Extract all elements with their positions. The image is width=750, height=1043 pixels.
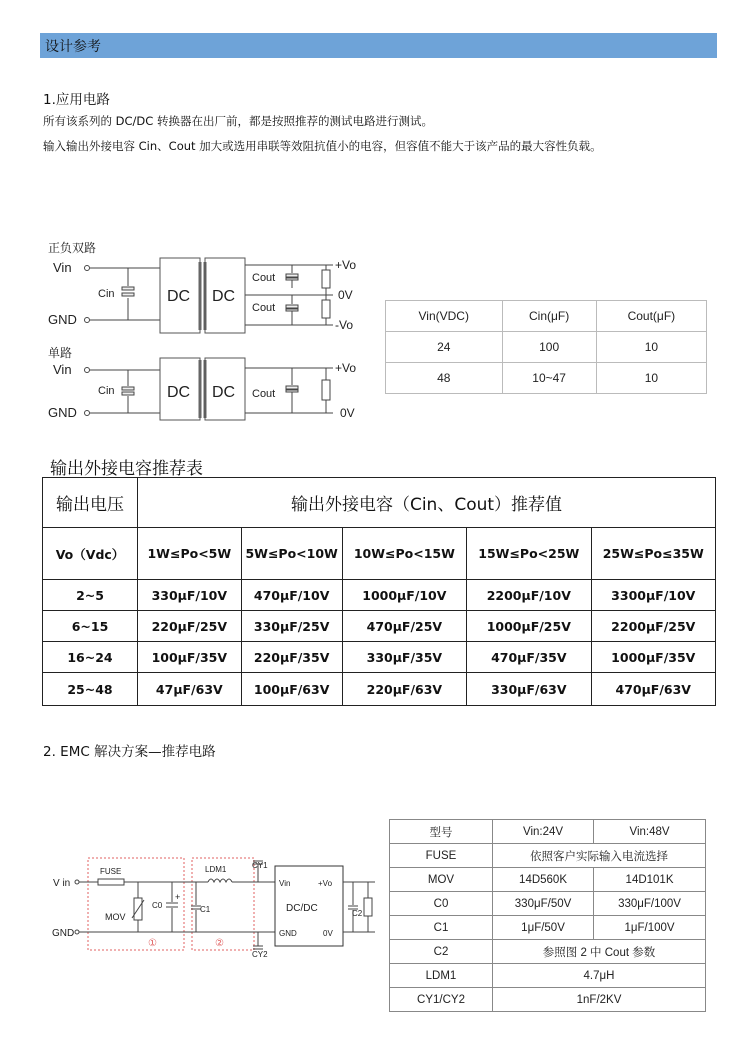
page-title: 设计参考 xyxy=(45,39,101,55)
c1-label: C1 xyxy=(200,905,211,914)
recommended-value-header: 输出外接电容（Cin、Cout）推荐值 xyxy=(138,478,716,528)
single-output-label: 单路 xyxy=(48,346,73,360)
dual-dc-left: DC xyxy=(167,288,191,305)
module-dcdc-label: DC/DC xyxy=(286,903,318,914)
table-row xyxy=(43,580,716,611)
output-voltage-header: 输出电压 xyxy=(43,478,138,528)
table-cell: MOV xyxy=(390,868,493,892)
table-header-row xyxy=(390,820,706,844)
table-cell: 330μF/63V xyxy=(467,673,591,706)
table-cell: 470μF/63V xyxy=(591,673,715,706)
dual-gnd-label: GND xyxy=(48,312,77,327)
table-row xyxy=(390,916,706,940)
table-header-cell: Vin(VDC) xyxy=(386,301,503,332)
table-cell: 470μF/25V xyxy=(342,611,466,642)
power-header: 15W≤Po<25W xyxy=(467,528,591,580)
power-header: 10W≤Po<15W xyxy=(342,528,466,580)
c0-label: C0 xyxy=(152,901,163,910)
fuse-label: FUSE xyxy=(100,867,122,876)
single-dc-right: DC xyxy=(212,384,236,401)
table-cell: 470μF/35V xyxy=(467,642,591,673)
table-cell: 48 xyxy=(386,363,503,394)
table-row xyxy=(43,673,716,706)
table-header-cell: 型号 xyxy=(390,820,493,844)
table-row xyxy=(390,964,706,988)
module-0v-pin: 0V xyxy=(323,929,333,938)
table-cell: 1000μF/10V xyxy=(342,580,466,611)
table-cell: 330μF/50V xyxy=(493,892,594,916)
table-cell: 100μF/35V xyxy=(138,642,242,673)
dual-dc-right: DC xyxy=(212,288,236,305)
table-header-cell: Vin:48V xyxy=(594,820,706,844)
table-cell: 2200μF/10V xyxy=(467,580,591,611)
table-cell: 1nF/2KV xyxy=(493,988,706,1012)
table-row xyxy=(390,988,706,1012)
table-cell: 2200μF/25V xyxy=(591,611,715,642)
dual-zero-v: 0V xyxy=(338,288,353,302)
table-cell: 10 xyxy=(596,332,706,363)
vo-header: Vo（Vdc） xyxy=(43,528,138,580)
table-cell: CY1/CY2 xyxy=(390,988,493,1012)
dual-vin-label: Vin xyxy=(53,260,72,275)
single-cin-label: Cin xyxy=(98,385,115,397)
c2-label: C2 xyxy=(352,909,363,918)
table-cell: 6~15 xyxy=(43,611,138,642)
table-cell: 10 xyxy=(596,363,706,394)
table-cell: C2 xyxy=(390,940,493,964)
table-cell: 2~5 xyxy=(43,580,138,611)
table-cell: 220μF/25V xyxy=(138,611,242,642)
table-cell: 330μF/100V xyxy=(594,892,706,916)
table-cell: 24 xyxy=(386,332,503,363)
module-vin-pin: Vin xyxy=(279,879,291,888)
table-row xyxy=(390,940,706,964)
table-row xyxy=(43,642,716,673)
table-cell: 1000μF/35V xyxy=(591,642,715,673)
dual-cin-label: Cin xyxy=(98,288,115,300)
single-vin-label: Vin xyxy=(53,362,72,377)
emc-gnd-label: GND xyxy=(52,928,75,939)
dual-plus-vo: +Vo xyxy=(335,258,357,272)
output-table-title: 输出外接电容推荐表 xyxy=(50,459,203,479)
power-header: 5W≤Po<10W xyxy=(241,528,342,580)
table-cell: 47μF/63V xyxy=(138,673,242,706)
dual-cout-label-1: Cout xyxy=(252,272,276,284)
table-cell: 25~48 xyxy=(43,673,138,706)
ldm1-label: LDM1 xyxy=(205,865,227,874)
table-cell: 10~47 xyxy=(502,363,596,394)
table-cell: 16~24 xyxy=(43,642,138,673)
dual-minus-vo: -Vo xyxy=(335,318,354,332)
emc-vin-label: V in xyxy=(53,878,71,889)
table-cell: 220μF/63V xyxy=(342,673,466,706)
table-cell: 220μF/35V xyxy=(241,642,342,673)
table-header-row xyxy=(43,478,716,528)
table-row xyxy=(43,611,716,642)
single-dc-left: DC xyxy=(167,384,191,401)
emc-circuit-diagram xyxy=(50,850,385,965)
single-zero-v: 0V xyxy=(340,406,355,420)
table-cell: 1000μF/25V xyxy=(467,611,591,642)
single-cout-label: Cout xyxy=(252,388,276,400)
table-cell: LDM1 xyxy=(390,964,493,988)
table-cell: C1 xyxy=(390,916,493,940)
table-cell: 14D101K xyxy=(594,868,706,892)
table-cell: 4.7μH xyxy=(493,964,706,988)
table-cell: 330μF/10V xyxy=(138,580,242,611)
section-marker-2: ② xyxy=(215,938,224,949)
application-circuit-diagram xyxy=(45,240,365,430)
table-cell: 470μF/10V xyxy=(241,580,342,611)
table-header-cell: Cin(μF) xyxy=(502,301,596,332)
table-header-row xyxy=(43,528,716,580)
table-cell: C0 xyxy=(390,892,493,916)
table-row xyxy=(386,363,707,394)
module-vo-pin: +Vo xyxy=(318,879,333,888)
table-cell: 330μF/25V xyxy=(241,611,342,642)
table-cell: 依照客户实际输入电流选择 xyxy=(493,844,706,868)
dual-output-label: 正负双路 xyxy=(48,241,97,255)
section1-line2: 输入输出外接电容 Cin、Cout 加大或选用串联等效阻抗值小的电容，但容值不能大于该产品的最大容性负载。 xyxy=(43,139,602,153)
table-row xyxy=(390,844,706,868)
table-header-cell: Vin:24V xyxy=(493,820,594,844)
cy1-label: CY1 xyxy=(252,861,268,870)
section-marker-1: ① xyxy=(148,938,157,949)
cin-cout-table xyxy=(385,300,707,394)
single-gnd-label: GND xyxy=(48,405,77,420)
section1-line1: 所有该系列的 DC/DC 转换器在出厂前，都是按照推荐的测试电路进行测试。 xyxy=(43,114,433,128)
table-row xyxy=(390,868,706,892)
header-bar xyxy=(40,33,717,58)
section1-heading: 1.应用电路 xyxy=(43,92,110,108)
table-cell: 3300μF/10V xyxy=(591,580,715,611)
table-cell: 1μF/50V xyxy=(493,916,594,940)
table-cell: FUSE xyxy=(390,844,493,868)
single-plus-vo: +Vo xyxy=(335,361,357,375)
module-gnd-pin: GND xyxy=(279,929,297,938)
table-header-cell: Cout(μF) xyxy=(596,301,706,332)
table-cell: 100μF/63V xyxy=(241,673,342,706)
table-row xyxy=(386,332,707,363)
emc-parameter-table xyxy=(389,819,706,1012)
power-header: 1W≤Po<5W xyxy=(138,528,242,580)
table-cell: 1μF/100V xyxy=(594,916,706,940)
power-header: 25W≤Po≤35W xyxy=(591,528,715,580)
table-header-row xyxy=(386,301,707,332)
table-cell: 参照图 2 中 Cout 参数 xyxy=(493,940,706,964)
c0-plus-sign: + xyxy=(175,892,181,902)
dual-cout-label-2: Cout xyxy=(252,302,276,314)
table-cell: 14D560K xyxy=(493,868,594,892)
section2-heading: 2. EMC 解决方案—推荐电路 xyxy=(43,744,216,760)
table-row xyxy=(390,892,706,916)
table-cell: 100 xyxy=(502,332,596,363)
output-cap-table xyxy=(42,477,716,706)
mov-label: MOV xyxy=(105,912,126,922)
table-cell: 330μF/35V xyxy=(342,642,466,673)
cy2-label: CY2 xyxy=(252,950,268,959)
